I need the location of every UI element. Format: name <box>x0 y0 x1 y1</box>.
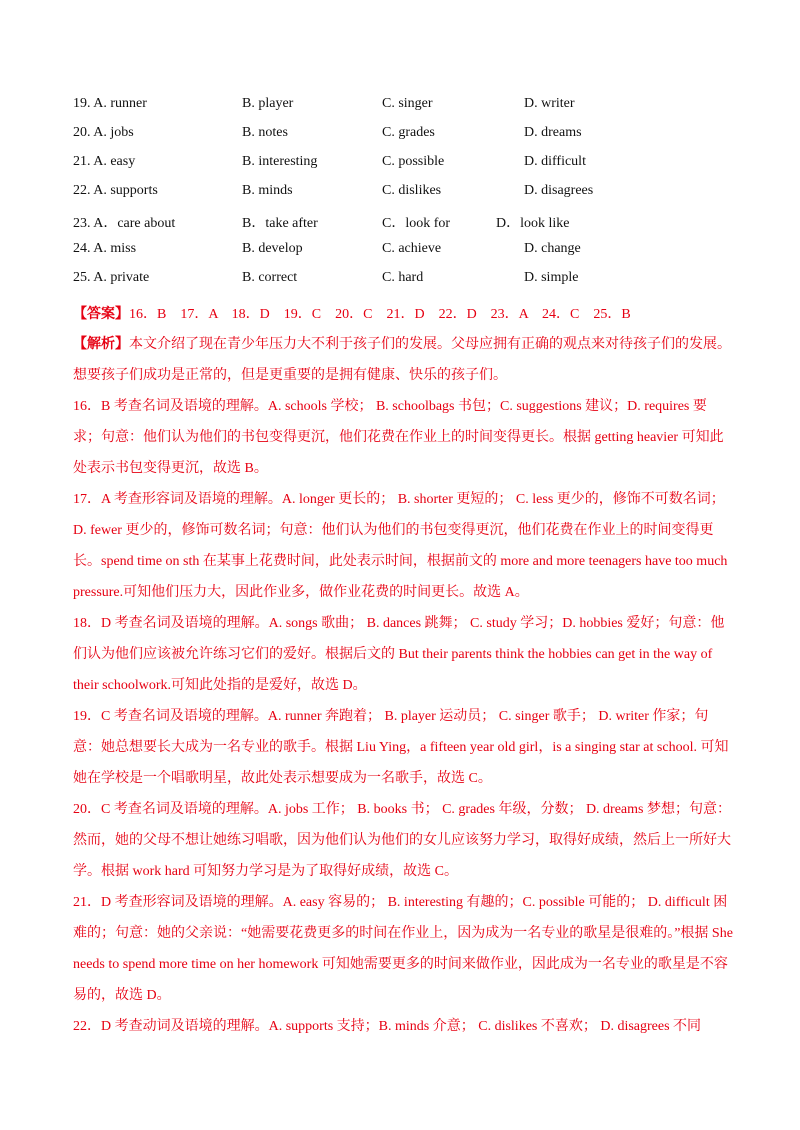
option-a: 25. A. private <box>73 270 150 285</box>
option-c: C. dislikes <box>382 183 442 198</box>
option-a: 22. A. supports <box>73 183 158 198</box>
analysis-item-18: 18．D 考查名词及语境的理解。A. songs 歌曲； B. dances 跳舞； C. study 学习；D. hobbies 爱好；句意：他们认为他们应该被允许练习它们的爱好。根据后文的 But their parents think the hobbies can get in the way of their schoolwork.可知此处指的是爱好，故选 D。 <box>73 616 725 693</box>
option-c: C. possible <box>382 154 445 169</box>
option-a: 23. A．care about <box>73 216 176 231</box>
analysis-item-17: 17．A 考查形容词及语境的理解。A. longer 更长的； B. shorter 更短的； C. less 更少的，修饰不可数名词； D. fewer 更少的，修饰可数名词；句意：他们认为他们的书包变得更沉，他们花费在作业上的时间变得更长。spend time on sth 在某事上花费时间，此处表示时间，根据前文的 more and more teenagers have too much pressure.可知他们压力大，因此作业多，做作业花费的时间更长。故选 A。 <box>73 492 728 600</box>
option-b: B. correct <box>242 270 298 285</box>
option-d: D．look like <box>496 216 570 231</box>
option-a: 21. A. easy <box>73 154 136 169</box>
option-d: D. difficult <box>524 154 586 169</box>
option-d: D. simple <box>524 270 579 285</box>
option-a: 24. A. miss <box>73 241 137 256</box>
answer-text: 16．B 17．A 18．D 19．C 20．C 21．D 22．D 23．A 24．C 25．B <box>129 307 631 322</box>
option-c: C. hard <box>382 270 424 285</box>
option-d: D. dreams <box>524 125 582 140</box>
option-b: B. interesting <box>242 154 318 169</box>
option-b: B．take after <box>242 216 318 231</box>
option-d: D. disagrees <box>524 183 594 198</box>
analysis-intro <box>73 329 733 391</box>
option-d: D. writer <box>524 96 575 111</box>
analysis-item-20: 20．C 考查名词及语境的理解。A. jobs 工作； B. books 书； C. grades 年级，分数； D. dreams 梦想；句意：然而，她的父母不想让她练习唱歌，因为他们认为他们的女儿应该努力学习，取得好成绩，然后上一所好大学。根据 work hard 可知努力学习是为了取得好成绩，故选 C。 <box>73 802 731 879</box>
answer-line <box>73 303 631 323</box>
analysis-section <box>73 329 733 1042</box>
option-b: B. minds <box>242 183 293 198</box>
option-b: B. notes <box>242 125 288 140</box>
option-c: C. grades <box>382 125 435 140</box>
option-c: C．look for <box>382 216 451 231</box>
option-c: C. achieve <box>382 241 442 256</box>
option-a: 19. A. runner <box>73 96 147 111</box>
option-c: C. singer <box>382 96 433 111</box>
analysis-item-21: 21．D 考查形容词及语境的理解。A. easy 容易的； B. interesting 有趣的；C. possible 可能的； D. difficult 困难的；句意：她的父亲说：“她需要花费更多的时间在作业上，因为成为一名专业的歌星是很难的。”根据 She needs to spend more time on her homework 可知她需要更多的时间来做作业，因此成为一名专业的歌星是不容易的，故选 D。 <box>73 895 733 1003</box>
option-b: B. player <box>242 96 294 111</box>
analysis-item-19: 19．C 考查名词及语境的理解。A. runner 奔跑着； B. player 运动员； C. singer 歌手； D. writer 作家；句意：她总想要长大成为一名专业的歌手。根据 Liu Ying，a fifteen year old girl，is a singing star at school. 可知她在学校是一个唱歌明星，故此处表示想要成为一名歌手，故选 C。 <box>73 709 729 786</box>
analysis-intro-text: 本文介绍了现在青少年压力大不利于孩子们的发展。父母应拥有正确的观点来对待孩子们的发展。想要孩子们成功是正常的，但是更重要的是拥有健康、快乐的孩子们。 <box>73 337 731 383</box>
analysis-item-16: 16．B 考查名词及语境的理解。A. schools 学校； B. schoolbags 书包；C. suggestions 建议；D. requires 要求；句意：他们认为他们的书包变得更沉，他们花费在作业上的时间变得更长。根据 getting heavier 可知此处表示书包变得更沉，故选 B。 <box>73 399 724 476</box>
analysis-item-22: 22．D 考查动词及语境的理解。A. supports 支持；B. minds 介意； C. dislikes 不喜欢； D. disagrees 不同 <box>73 1019 702 1034</box>
option-a: 20. A. jobs <box>73 125 134 140</box>
option-b: B. develop <box>242 241 303 256</box>
answer-label: 【答案】 <box>73 307 129 322</box>
analysis-label: 【解析】 <box>73 337 129 352</box>
option-d: D. change <box>524 241 581 256</box>
